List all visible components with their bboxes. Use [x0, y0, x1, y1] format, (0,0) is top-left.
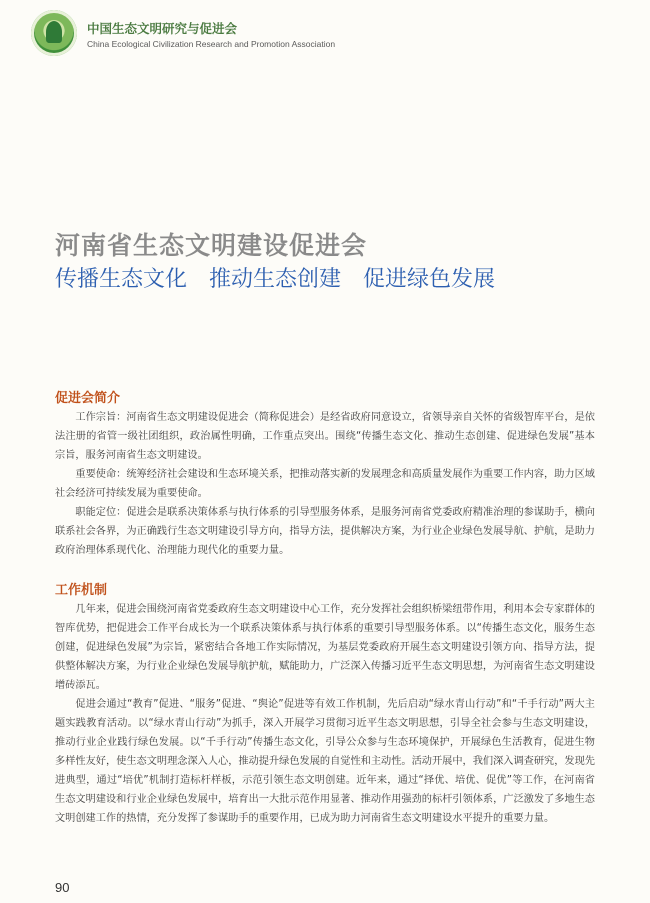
- intro-paragraph: 职能定位：促进会是联系决策体系与执行体系的引导型服务体系，是服务河南省党委政府精准治理的参谋助手，横向联系社会各界，为正确践行生态文明建设引导方向，指导方法，提供解决方案，为行业企业绿色发展导航、护航，是助力政府治理体系现代化、治理能力现代化的重要力量。: [55, 507, 595, 556]
- page-subtitle: 传播生态文化 推动生态创建 促进绿色发展: [55, 267, 496, 292]
- mechanism-heading: 工作机制: [55, 583, 108, 598]
- page-header: [31, 10, 631, 58]
- intro-paragraph: 工作宗旨：河南省生态文明建设促进会（简称促进会）是经省政府同意设立，省领导亲自关怀的省级智库平台，是依法注册的省管一级社团组织，政治属性明确，工作重点突出。围绕“传播生态文化、推动生态创建、促进绿色发展”基本宗旨，服务河南省生态文明建设。: [55, 412, 595, 461]
- leaf-icon: [46, 21, 62, 43]
- page-title: 河南省生态文明建设促进会: [55, 231, 368, 260]
- intro-section: [55, 387, 595, 560]
- org-name-cn: 中国生态文明研究与促进会: [87, 21, 238, 36]
- page-number: 90: [55, 880, 70, 895]
- intro-heading: 促进会简介: [55, 391, 121, 406]
- org-name-en: China Ecological Civilization Research and Promotion Association: [87, 39, 336, 49]
- association-logo: [31, 10, 77, 56]
- mechanism-section: [55, 579, 595, 828]
- mechanism-paragraph: 几年来，促进会围绕河南省党委政府生态文明建设中心工作，充分发挥社会组织桥梁纽带作用，利用本会专家群体的智库优势，把促进会工作平台成长为一个联系决策体系与执行体系的重要引导型服务体系。以“传播生态文化，服务生态创建，促进绿色发展”为宗旨，紧密结合各地工作实际情况，为基层党委政府开展生态文明建设引领方向、指导方法，提供整体解决方案，为行业企业绿色发展导航护航，赋能助力，广泛深入传播习近平生态文明思想，为河南省生态文明建设增砖添瓦。: [55, 604, 595, 691]
- mechanism-paragraph: 促进会通过“教育”促进、“服务”促进、“舆论”促进等有效工作机制，先后启动“绿水青山行动”和“千手行动”两大主题实践教育活动。以“绿水青山行动”为抓手，深入开展学习贯彻习近平生态文明思想，引导全社会参与生态文明建设，推动行业企业践行绿色发展。以“千手行动”传播生态文化，引导公众参与生态环境保护，开展绿色生活教育，促进生物多样性友好，使生态文明理念深入人心，推动提升绿色发展的自觉性和主动性。活动开展中，我们深入调查研究，发现先进典型，通过“培优”机制打造标杆样板，示范引领生态文明创建。近年来，通过“择优、培优、促优”等工作，在河南省生态文明建设和行业企业绿色发展中，培育出一大批示范作用显著、推动作用强劲的标杆引领体系，广泛激发了多地生态文明创建工作的热情，充分发挥了参谋助手的重要作用，已成为助力河南省生态文明建设水平提升的重要力量。: [55, 699, 595, 824]
- intro-paragraph: 重要使命：统筹经济社会建设和生态环境关系，把推动落实新的发展理念和高质量发展作为重要工作内容，助力区域社会经济可持续发展为重要使命。: [55, 469, 595, 499]
